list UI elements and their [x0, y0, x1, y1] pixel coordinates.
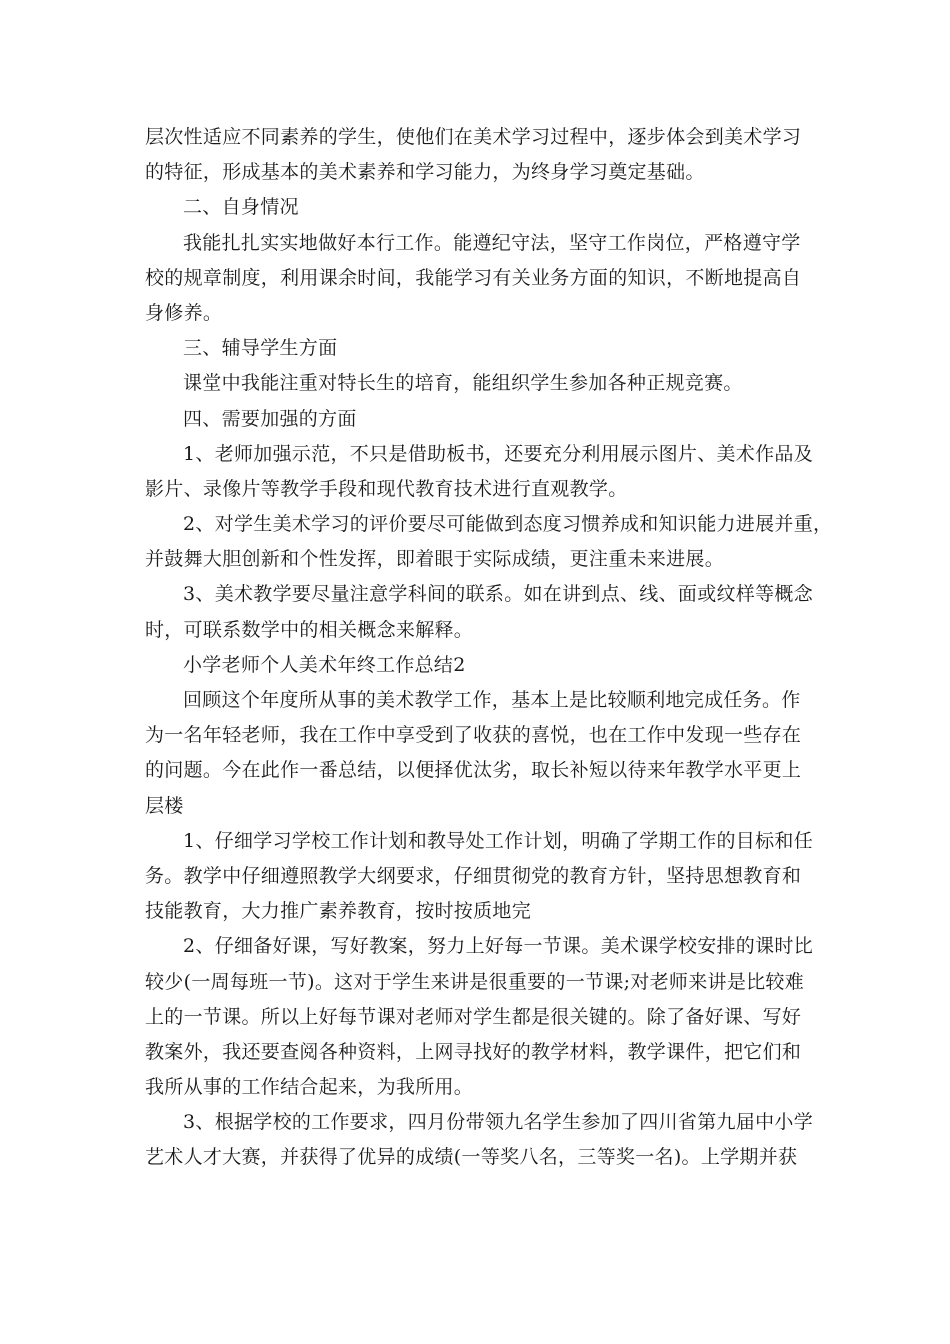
text-line: 层次性适应不同素养的学生，使他们在美术学习过程中，逐步体会到美术学习 [145, 126, 802, 148]
text-line: 并鼓舞大胆创新和个性发挥，即着眼于实际成绩，更注重未来进展。 [145, 548, 725, 571]
text-line: 小学老师个人美术年终工作总结2 [183, 653, 466, 676]
text-line: 教案外，我还要查阅各种资料，上网寻找好的教学材料，教学课件，把它们和 [145, 1040, 802, 1063]
document-body [145, 120, 833, 1176]
text-line: 时，可联系数学中的相关概念来解释。 [145, 618, 474, 641]
text-line: 务。教学中仔细遵照教学大纲要求，仔细贯彻党的教育方针，坚持思想教育和 [145, 864, 802, 887]
text-line: 1、仔细学习学校工作计划和教导处工作计划，明确了学期工作的目标和任 [183, 829, 813, 852]
text-line: 艺术人才大赛，并获得了优异的成绩(一等奖八名，三等奖一名)。上学期并获 [145, 1146, 798, 1169]
text-line: 我所从事的工作结合起来，为我所用。 [145, 1076, 474, 1099]
text-line: 层楼 [145, 794, 184, 817]
text-line: 校的规章制度，利用课余时间，我能学习有关业务方面的知识，不断地提高自 [145, 266, 802, 289]
text-line: 的特征，形成基本的美术素养和学习能力，为终身学习奠定基础。 [145, 161, 705, 184]
text-line: 为一名年轻老师，我在工作中享受到了收获的喜悦，也在工作中发现一些存在 [145, 724, 802, 747]
text-line: 三、辅导学生方面 [183, 337, 338, 360]
text-line: 上的一节课。所以上好每节课对老师对学生都是很关键的。除了备好课、写好 [145, 1005, 802, 1028]
text-line: 2、对学生美术学习的评价要尽可能做到态度习惯养成和知识能力进展并重， [183, 513, 833, 536]
text-line: 身修养。 [145, 301, 223, 324]
text-line: 影片、录像片等教学手段和现代教育技术进行直观教学。 [145, 477, 628, 500]
text-line: 我能扎扎实实地做好本行工作。能遵纪守法，坚守工作岗位，严格遵守学 [183, 231, 801, 254]
text-line: 四、需要加强的方面 [183, 407, 357, 430]
text-line: 技能教育，大力推广素养教育，按时按质地完 [145, 900, 532, 923]
text-line: 3、美术教学要尽量注意学科间的联系。如在讲到点、线、面或纹样等概念 [183, 583, 813, 606]
text-line: 3、根据学校的工作要求，四月份带领九名学生参加了四川省第九届中小学 [183, 1111, 813, 1134]
text-line: 课堂中我能注重对特长生的培育，能组织学生参加各种正规竞赛。 [183, 372, 743, 395]
text-line: 1、老师加强示范，不只是借助板书，还要充分利用展示图片、美术作品及 [183, 442, 813, 465]
text-line: 二、自身情况 [183, 196, 299, 219]
text-line: 较少(一周每班一节)。这对于学生来讲是很重要的一节课;对老师来讲是比较难 [145, 970, 805, 993]
text-line: 2、仔细备好课，写好教案，努力上好每一节课。美术课学校安排的课时比 [183, 935, 813, 958]
text-line: 的问题。今在此作一番总结，以便择优汰劣，取长补短以待来年教学水平更上 [145, 759, 802, 782]
text-line: 回顾这个年度所从事的美术教学工作，基本上是比较顺利地完成任务。作 [183, 689, 801, 711]
